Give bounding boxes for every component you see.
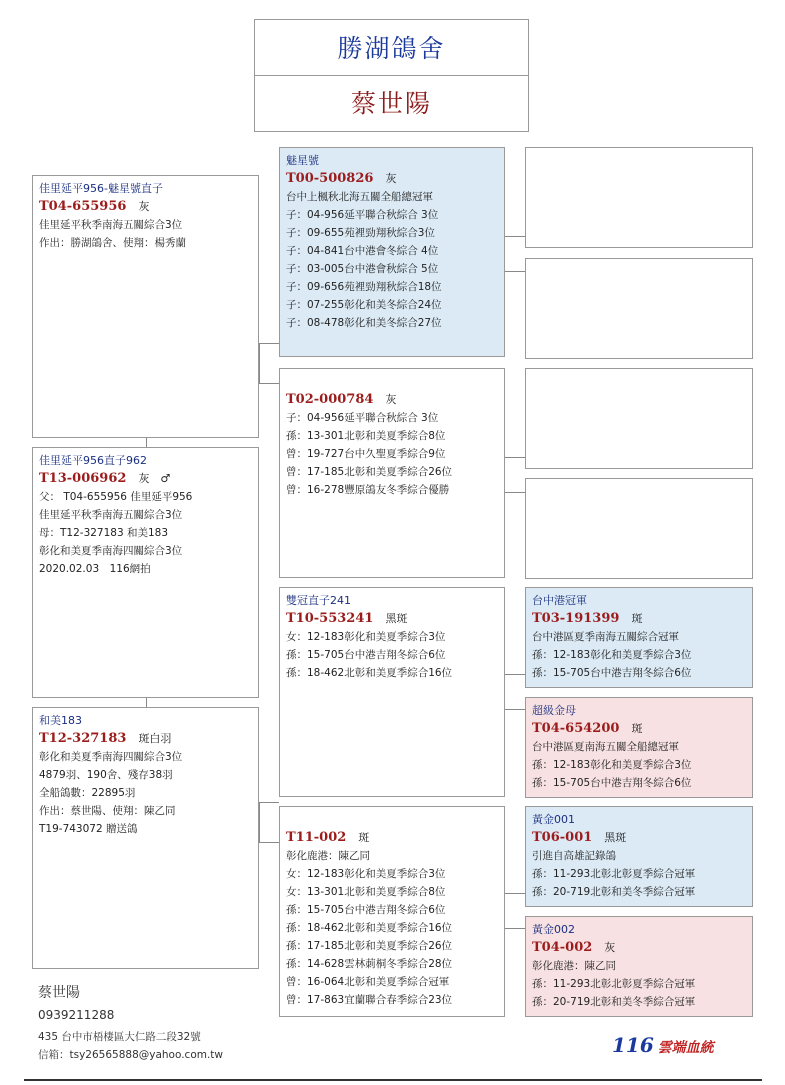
connector	[505, 893, 525, 894]
dam-dam-dam-box	[525, 916, 753, 1017]
connector-sire-dam	[146, 697, 147, 707]
loft-name-box	[254, 19, 529, 76]
ss-line: 子：09-655苑裡勁翔秋綜合3位	[286, 227, 435, 239]
ddd-ring: T04-002	[532, 940, 593, 955]
dsd-line: 孫：12-183彰化和美夏季綜合3位	[532, 759, 692, 771]
dd-line: 孫：14-628雲林莿桐冬季綜合28位	[286, 958, 453, 970]
sd-line: 子：04-956延平聯合秋綜合 3位	[286, 412, 439, 424]
sire-name: 佳里延平956直子962	[39, 454, 147, 467]
dds-ring: T06-001	[532, 830, 593, 845]
dd-ring: T11-002	[286, 830, 347, 845]
connector	[505, 271, 525, 272]
dam-sire-sire-box	[525, 587, 753, 688]
empty-ancestor-box	[525, 478, 753, 579]
empty-ancestor-box	[525, 258, 753, 359]
dss-line: 台中港區夏季南海五關綜合冠軍	[532, 631, 679, 643]
sd-ring: T02-000784	[286, 392, 374, 407]
ds-line: 孫：15-705台中港吉翔冬綜合6位	[286, 649, 446, 661]
empty-ancestor-box	[525, 368, 753, 469]
dam-box	[32, 707, 259, 969]
dds-line: 孫：20-719北彰和美冬季綜合冠軍	[532, 886, 696, 898]
dam-name: 和美183	[39, 714, 82, 727]
subject-box	[32, 175, 259, 438]
sire-line: 佳里延平秋季南海五關綜合3位	[39, 509, 183, 521]
connector	[505, 928, 525, 929]
dss-ring: T03-191399	[532, 611, 620, 626]
sire-sire-box	[279, 147, 505, 357]
ddd-line: 彰化鹿港：陳乙同	[532, 960, 616, 972]
sire-line: 2020.02.03 116網拍	[39, 563, 151, 575]
owner-address: 435 台中市梧棲區大仁路二段32號	[38, 1031, 201, 1043]
ss-line: 子：08-478彰化和美冬綜合27位	[286, 317, 442, 329]
ddd-color: 灰	[604, 941, 616, 954]
dam-sire-box	[279, 587, 505, 797]
sd-line: 孫：13-301北彰和美夏季綜合8位	[286, 430, 446, 442]
ss-line: 子：04-956延平聯合秋綜合 3位	[286, 209, 439, 221]
dd-line: 孫：17-185北彰和美夏季綜合26位	[286, 940, 453, 952]
dam-color: 斑白羽	[138, 732, 172, 745]
sire-line: 父： T04-655956 佳里延平956	[39, 491, 193, 503]
dds-name: 黃金001	[532, 813, 575, 826]
sire-line: 彰化和美夏季南海四關綜合3位	[39, 545, 183, 557]
sd-name	[286, 373, 504, 391]
dss-line: 孫：15-705台中港吉翔冬綜合6位	[532, 667, 692, 679]
connector	[505, 674, 525, 675]
owner-contact-name: 蔡世陽	[38, 985, 80, 1001]
dd-line: 孫：18-462北彰和美夏季綜合16位	[286, 922, 453, 934]
connector	[259, 802, 279, 803]
owner-info	[38, 984, 223, 1064]
cloud-pedigree-logo	[612, 1033, 714, 1057]
bottom-divider	[24, 1079, 762, 1081]
dam-line: 4879羽、190舍、殘存38羽	[39, 769, 173, 781]
connector	[259, 802, 260, 842]
sd-color: 灰	[385, 393, 397, 406]
ss-line: 子：09-656苑裡勁翔秋綜合18位	[286, 281, 442, 293]
dd-line: 彰化鹿港：陳乙同	[286, 850, 370, 862]
connector	[505, 457, 525, 458]
owner-email: 信箱：tsy26565888@yahoo.com.tw	[38, 1049, 224, 1061]
dd-color: 斑	[358, 831, 370, 844]
ss-line: 台中上楓秋北海五關全船總冠軍	[286, 191, 433, 203]
empty-ancestor-box	[525, 147, 753, 248]
dds-line: 引進自高雄記錄鴿	[532, 850, 616, 862]
dds-color: 黑斑	[604, 831, 627, 844]
subject-name: 佳里延平956-魅星號直子	[39, 182, 163, 195]
dsd-color: 斑	[631, 722, 643, 735]
dd-line: 女：12-183彰化和美夏季綜合3位	[286, 868, 446, 880]
connector	[505, 236, 525, 237]
dd-line: 女：13-301北彰和美夏季綜合8位	[286, 886, 446, 898]
connector-subject-sire	[146, 437, 147, 447]
dam-line: 彰化和美夏季南海四關綜合3位	[39, 751, 183, 763]
dd-line: 孫：15-705台中港吉翔冬綜合6位	[286, 904, 446, 916]
logo-number: 116	[612, 1033, 654, 1057]
dsd-name: 超級金母	[532, 704, 576, 717]
connector	[259, 842, 279, 843]
dam-dam-box	[279, 806, 505, 1017]
ds-name: 雙冠直子241	[286, 594, 351, 607]
owner-name: 蔡世陽	[350, 89, 432, 118]
ss-name: 魅星號	[286, 154, 319, 167]
connector	[259, 343, 279, 344]
connector	[259, 343, 260, 383]
ds-color: 黑斑	[385, 612, 408, 625]
ds-ring: T10-553241	[286, 611, 374, 626]
ss-ring: T00-500826	[286, 171, 374, 186]
ss-line: 子：03-005台中港會秋綜合 5位	[286, 263, 439, 275]
dam-ring: T12-327183	[39, 731, 127, 746]
sd-line: 曾：19-727台中久聖夏季綜合9位	[286, 448, 446, 460]
dss-name: 台中港冠軍	[532, 594, 587, 607]
dss-color: 斑	[631, 612, 643, 625]
connector	[259, 383, 279, 384]
sd-line: 曾：16-278豐原鴿友冬季綜合優勝	[286, 484, 450, 496]
logo-text: 雲端血統	[657, 1040, 714, 1056]
dam-sire-dam-box	[525, 697, 753, 798]
ss-color: 灰	[385, 172, 397, 185]
dam-dam-sire-box	[525, 806, 753, 907]
dsd-line: 孫：15-705台中港吉翔冬綜合6位	[532, 777, 692, 789]
sire-dam-box	[279, 368, 505, 578]
ss-line: 子：04-841台中港會冬綜合 4位	[286, 245, 439, 257]
ddd-name: 黃金002	[532, 923, 575, 936]
dd-line: 曾：17-863宜蘭聯合春季綜合23位	[286, 994, 453, 1006]
dds-line: 孫：11-293北彰北彰夏季綜合冠軍	[532, 868, 696, 880]
dam-line: 全船鴿數：22895羽	[39, 787, 136, 799]
sire-line: 母：T12-327183 和美183	[39, 527, 169, 539]
sire-box	[32, 447, 259, 698]
owner-phone: 0939211288	[38, 1008, 115, 1022]
ds-line: 孫：18-462北彰和美夏季綜合16位	[286, 667, 453, 679]
dam-line: 作出：蔡世陽、使翔：陳乙同	[39, 805, 176, 817]
ddd-line: 孫：11-293北彰北彰夏季綜合冠軍	[532, 978, 696, 990]
subject-line: 作出：勝湖鴿舍、使翔：楊秀蘭	[39, 237, 186, 249]
ddd-line: 孫：20-719北彰和美冬季綜合冠軍	[532, 996, 696, 1008]
sire-color: 灰 ♂	[138, 472, 171, 485]
ss-line: 子：07-255彰化和美冬綜合24位	[286, 299, 442, 311]
loft-name: 勝湖鴿舍	[337, 34, 446, 63]
dd-line: 曾：16-064北彰和美夏季綜合冠軍	[286, 976, 450, 988]
ds-line: 女：12-183彰化和美夏季綜合3位	[286, 631, 446, 643]
sire-ring: T13-006962	[39, 471, 127, 486]
subject-line: 佳里延平秋季南海五關綜合3位	[39, 219, 183, 231]
connector	[505, 492, 525, 493]
sd-line: 曾：17-185北彰和美夏季綜合26位	[286, 466, 453, 478]
connector	[505, 709, 525, 710]
dsd-ring: T04-654200	[532, 721, 620, 736]
owner-name-box	[254, 75, 529, 132]
dam-line: T19-743072 贈送鴿	[39, 823, 138, 835]
dss-line: 孫：12-183彰化和美夏季綜合3位	[532, 649, 692, 661]
dsd-line: 台中港區夏南海五關全船總冠軍	[532, 741, 679, 753]
subject-ring: T04-655956	[39, 199, 127, 214]
subject-color: 灰	[138, 200, 150, 213]
